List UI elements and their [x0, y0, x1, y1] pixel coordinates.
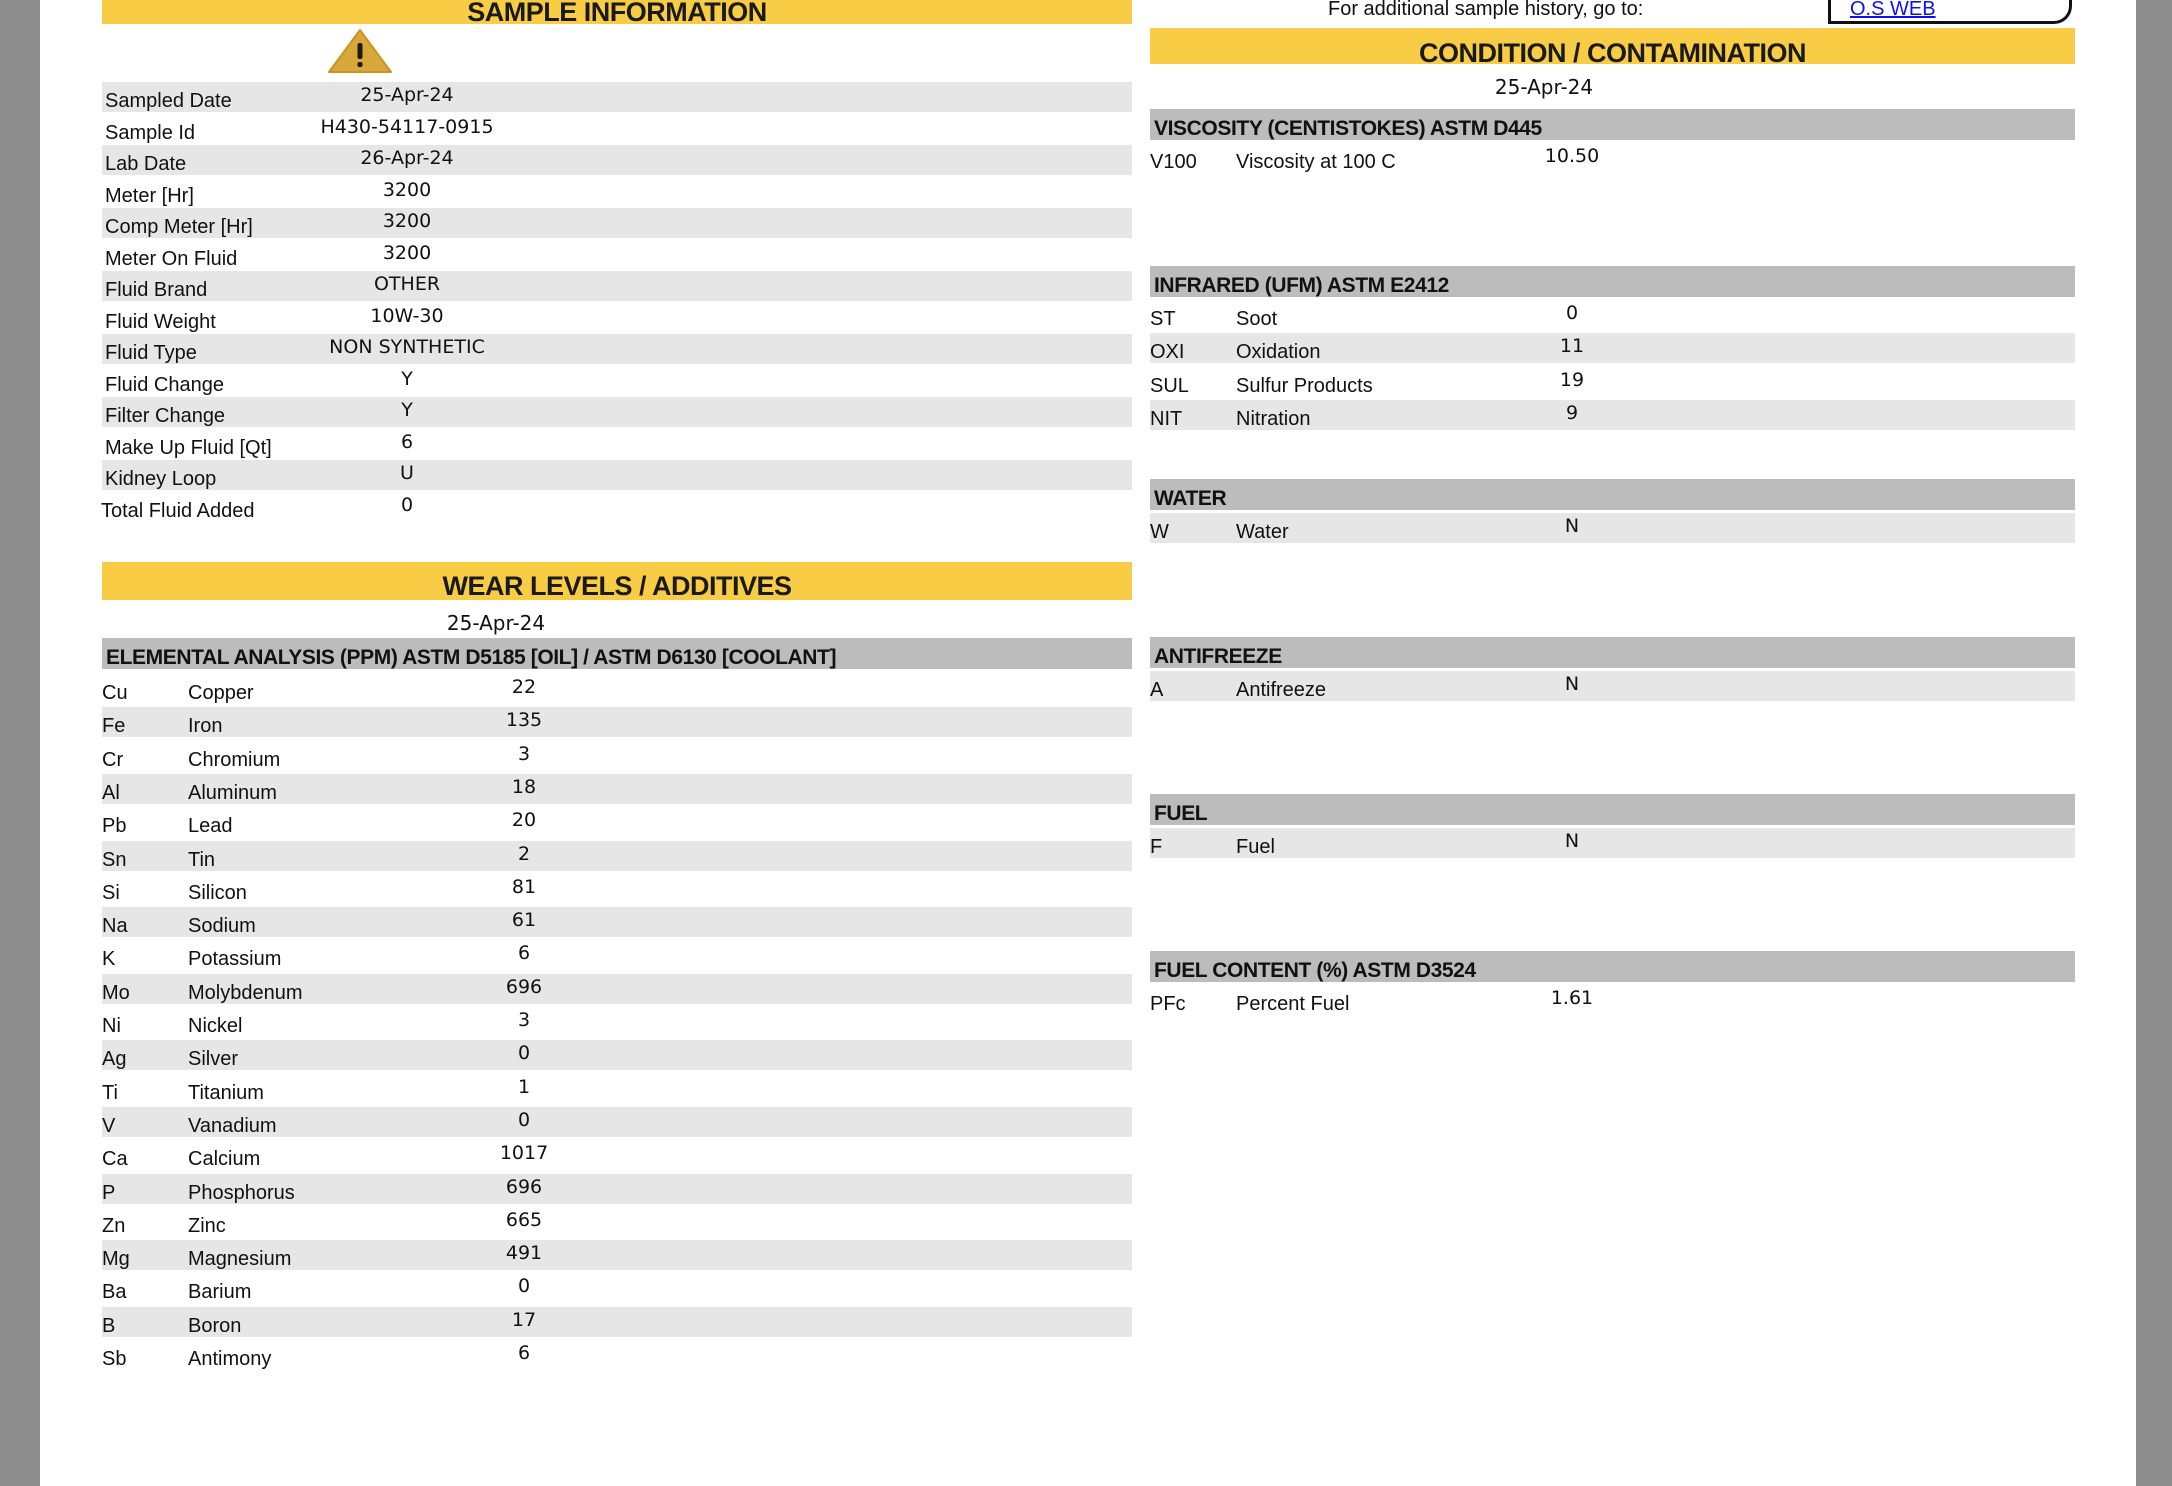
- warning-icon: [327, 28, 393, 74]
- element-name: Sodium: [188, 915, 256, 938]
- condition-name: Sulfur Products: [1236, 374, 1373, 397]
- elemental-analysis-header: ELEMENTAL ANALYSIS (PPM) ASTM D5185 [OIL] / ASTM D6130 [COOLANT]: [102, 638, 1132, 669]
- condition-name: Antifreeze: [1236, 679, 1327, 701]
- element-value: 18: [511, 775, 537, 798]
- element-value: 135: [505, 709, 543, 732]
- sample-info-value: H430-54117-0915: [320, 115, 494, 138]
- element-value: 0: [517, 1108, 531, 1131]
- element-row: [102, 1140, 1132, 1170]
- condition-row: [1150, 143, 2075, 173]
- wear-levels-header: WEAR LEVELS / ADDITIVES: [102, 562, 1132, 600]
- element-name: Tin: [188, 848, 216, 871]
- sample-info-label: Lab Date: [105, 153, 187, 175]
- condition-row: [1150, 985, 2075, 1015]
- condition-value: N: [1564, 515, 1580, 537]
- condition-code: V100: [1150, 151, 1197, 173]
- element-code: V: [102, 1114, 116, 1137]
- sample-info-row: [102, 460, 1132, 490]
- element-row: [102, 1240, 1132, 1270]
- element-name: Nickel: [188, 1015, 243, 1037]
- sample-info-label: Sampled Date: [105, 90, 232, 112]
- element-code: Ag: [102, 1048, 127, 1071]
- element-code: Ca: [102, 1148, 128, 1171]
- element-code: Cr: [102, 748, 124, 771]
- element-value: 22: [511, 676, 537, 698]
- element-name: Silver: [188, 1048, 239, 1071]
- element-name: Titanium: [188, 1081, 264, 1104]
- history-text: For additional sample history, go to:: [1328, 0, 1644, 20]
- element-row: [102, 674, 1132, 704]
- condition-row: [1150, 300, 2075, 330]
- sample-info-value: 3200: [382, 178, 432, 201]
- element-value: 17: [511, 1308, 537, 1331]
- condition-row: [1150, 367, 2075, 397]
- sample-info-label: Fluid Change: [105, 373, 224, 396]
- condition-value: N: [1564, 673, 1580, 695]
- element-value: 81: [511, 875, 537, 898]
- condition-value: 11: [1559, 335, 1585, 358]
- condition-row: [1150, 333, 2075, 363]
- element-row: [102, 741, 1132, 771]
- element-code: Al: [102, 781, 120, 804]
- condition-value: 10.50: [1544, 145, 1600, 167]
- element-code: Si: [102, 881, 120, 904]
- sample-info-value: 6: [400, 430, 414, 453]
- sample-info-row: [102, 114, 1132, 144]
- element-name: Calcium: [188, 1148, 261, 1171]
- condition-code: F: [1150, 836, 1163, 858]
- sample-info-row: [102, 429, 1132, 459]
- sample-info-row: [102, 271, 1132, 301]
- sample-info-row: [102, 366, 1132, 396]
- element-row: [102, 940, 1132, 970]
- sample-info-label: Comp Meter [Hr]: [105, 216, 253, 238]
- element-value: 1017: [499, 1142, 549, 1165]
- element-value: 6: [517, 942, 531, 965]
- element-name: Phosphorus: [188, 1181, 295, 1204]
- condition-row: [1150, 671, 2075, 701]
- element-row: [102, 707, 1132, 737]
- element-row: [102, 774, 1132, 804]
- sample-info-label: Filter Change: [105, 405, 226, 427]
- element-value: 0: [517, 1042, 531, 1065]
- sample-info-row: [102, 397, 1132, 427]
- element-name: Potassium: [188, 948, 282, 971]
- sample-info-label: Sample Id: [105, 121, 196, 144]
- element-value: 61: [511, 909, 537, 932]
- wear-sample-date: 25-Apr-24: [446, 611, 546, 635]
- condition-value: 0: [1565, 302, 1579, 324]
- element-row: [102, 1307, 1132, 1337]
- element-name: Chromium: [188, 748, 281, 771]
- element-code: Ni: [102, 1015, 121, 1037]
- condition-name: Oxidation: [1236, 341, 1321, 364]
- sample-info-label: Kidney Loop: [105, 468, 217, 490]
- sample-info-value: U: [400, 462, 414, 484]
- element-code: Sb: [102, 1348, 127, 1370]
- condition-code: NIT: [1150, 407, 1183, 430]
- sample-info-value: 3200: [382, 241, 432, 264]
- element-row: [102, 1174, 1132, 1204]
- condition-section-header: INFRARED (UFM) ASTM E2412: [1150, 266, 2075, 297]
- condition-row: [1150, 513, 2075, 543]
- element-name: Molybdenum: [188, 981, 303, 1004]
- element-code: Ti: [102, 1081, 118, 1104]
- element-row: [102, 1107, 1132, 1137]
- element-code: Na: [102, 915, 128, 938]
- element-value: 696: [505, 975, 543, 998]
- os-web-link[interactable]: O.S WEB: [1850, 0, 1936, 20]
- sample-info-label: Fluid Brand: [105, 279, 208, 301]
- element-row: [102, 974, 1132, 1004]
- condition-name: Soot: [1236, 308, 1278, 330]
- element-name: Iron: [188, 715, 223, 738]
- sample-info-label: Meter [Hr]: [105, 184, 194, 207]
- element-row: [102, 907, 1132, 937]
- sample-info-row: [102, 145, 1132, 175]
- sample-info-row: [102, 334, 1132, 364]
- sample-info-value: Y: [401, 367, 413, 390]
- condition-name: Viscosity at 100 C: [1236, 151, 1396, 173]
- element-value: 696: [505, 1175, 543, 1198]
- condition-section-header: VISCOSITY (CENTISTOKES) ASTM D445: [1150, 109, 2075, 140]
- sample-info-label: Fluid Type: [105, 342, 197, 364]
- element-row: [102, 1273, 1132, 1303]
- element-code: B: [102, 1314, 116, 1337]
- element-row: [102, 807, 1132, 837]
- condition-name: Fuel: [1236, 836, 1275, 858]
- sample-info-row: [102, 240, 1132, 270]
- sample-info-label: Fluid Weight: [105, 310, 216, 333]
- element-code: Fe: [102, 715, 126, 738]
- condition-code: SUL: [1150, 374, 1189, 397]
- condition-header: CONDITION / CONTAMINATION: [1150, 28, 2075, 64]
- element-code: Cu: [102, 682, 128, 704]
- element-row: [102, 1074, 1132, 1104]
- element-value: 3: [517, 1009, 531, 1031]
- element-name: Vanadium: [188, 1114, 277, 1137]
- condition-value: 19: [1559, 368, 1585, 391]
- condition-code: ST: [1150, 308, 1176, 330]
- condition-row: [1150, 400, 2075, 430]
- condition-code: PFc: [1150, 993, 1186, 1015]
- condition-section-header: ANTIFREEZE: [1150, 637, 2075, 668]
- sample-info-label: Meter On Fluid: [105, 247, 238, 270]
- element-value: 20: [511, 809, 537, 832]
- element-name: Antimony: [188, 1348, 272, 1370]
- sample-info-row: [102, 208, 1132, 238]
- sample-info-label: Make Up Fluid [Qt]: [105, 436, 272, 459]
- sample-info-value: 10W-30: [370, 304, 444, 327]
- sample-info-label: Total Fluid Added: [101, 499, 255, 522]
- element-row: [102, 1340, 1132, 1370]
- element-code: P: [102, 1181, 116, 1204]
- sample-info-row: [102, 177, 1132, 207]
- element-name: Zinc: [188, 1214, 226, 1237]
- element-code: Ba: [102, 1281, 127, 1304]
- element-value: 1: [517, 1075, 531, 1098]
- condition-code: OXI: [1150, 341, 1185, 364]
- sample-info-value: 0: [400, 493, 414, 516]
- element-code: Zn: [102, 1214, 126, 1237]
- element-row: [102, 874, 1132, 904]
- condition-code: A: [1150, 679, 1164, 701]
- sample-info-value: OTHER: [373, 273, 441, 295]
- element-value: 6: [517, 1342, 531, 1364]
- element-value: 3: [517, 742, 531, 765]
- sample-info-value: Y: [401, 399, 413, 421]
- sample-info-value: NON SYNTHETIC: [329, 336, 485, 358]
- element-row: [102, 1207, 1132, 1237]
- element-name: Magnesium: [188, 1248, 292, 1271]
- sample-info-row: [102, 303, 1132, 333]
- condition-section-header: WATER: [1150, 479, 2075, 510]
- condition-row: [1150, 828, 2075, 858]
- condition-value: 1.61: [1550, 987, 1594, 1009]
- condition-name: Water: [1236, 521, 1289, 543]
- element-code: Mg: [102, 1248, 130, 1271]
- sample-information-header: SAMPLE INFORMATION: [102, 0, 1132, 24]
- element-name: Barium: [188, 1281, 252, 1304]
- condition-name: Percent Fuel: [1236, 993, 1350, 1015]
- condition-name: Nitration: [1236, 407, 1311, 430]
- element-name: Copper: [188, 682, 254, 704]
- element-code: K: [102, 948, 116, 971]
- report-page: [40, 0, 2136, 1486]
- condition-section-header: FUEL: [1150, 794, 2075, 825]
- element-value: 2: [517, 842, 531, 865]
- condition-section-header: FUEL CONTENT (%) ASTM D3524: [1150, 951, 2075, 982]
- element-value: 491: [505, 1242, 543, 1265]
- element-name: Boron: [188, 1314, 242, 1337]
- element-row: [102, 841, 1132, 871]
- element-value: 0: [517, 1275, 531, 1298]
- sample-info-value: 25-Apr-24: [360, 84, 454, 106]
- sample-info-row: [102, 492, 1132, 522]
- sample-info-row: [102, 82, 1132, 112]
- element-code: Pb: [102, 815, 127, 838]
- element-name: Silicon: [188, 881, 247, 904]
- condition-code: W: [1150, 521, 1169, 543]
- condition-value: N: [1564, 830, 1580, 852]
- element-value: 665: [505, 1208, 543, 1231]
- element-row: [102, 1007, 1132, 1037]
- element-name: Aluminum: [188, 781, 277, 804]
- condition-value: 9: [1565, 401, 1579, 424]
- condition-sample-date: 25-Apr-24: [1494, 75, 1594, 99]
- element-code: Mo: [102, 981, 130, 1004]
- element-code: Sn: [102, 848, 127, 871]
- sample-info-value: 3200: [382, 210, 432, 232]
- element-row: [102, 1040, 1132, 1070]
- element-name: Lead: [188, 815, 233, 838]
- sample-info-value: 26-Apr-24: [360, 147, 454, 169]
